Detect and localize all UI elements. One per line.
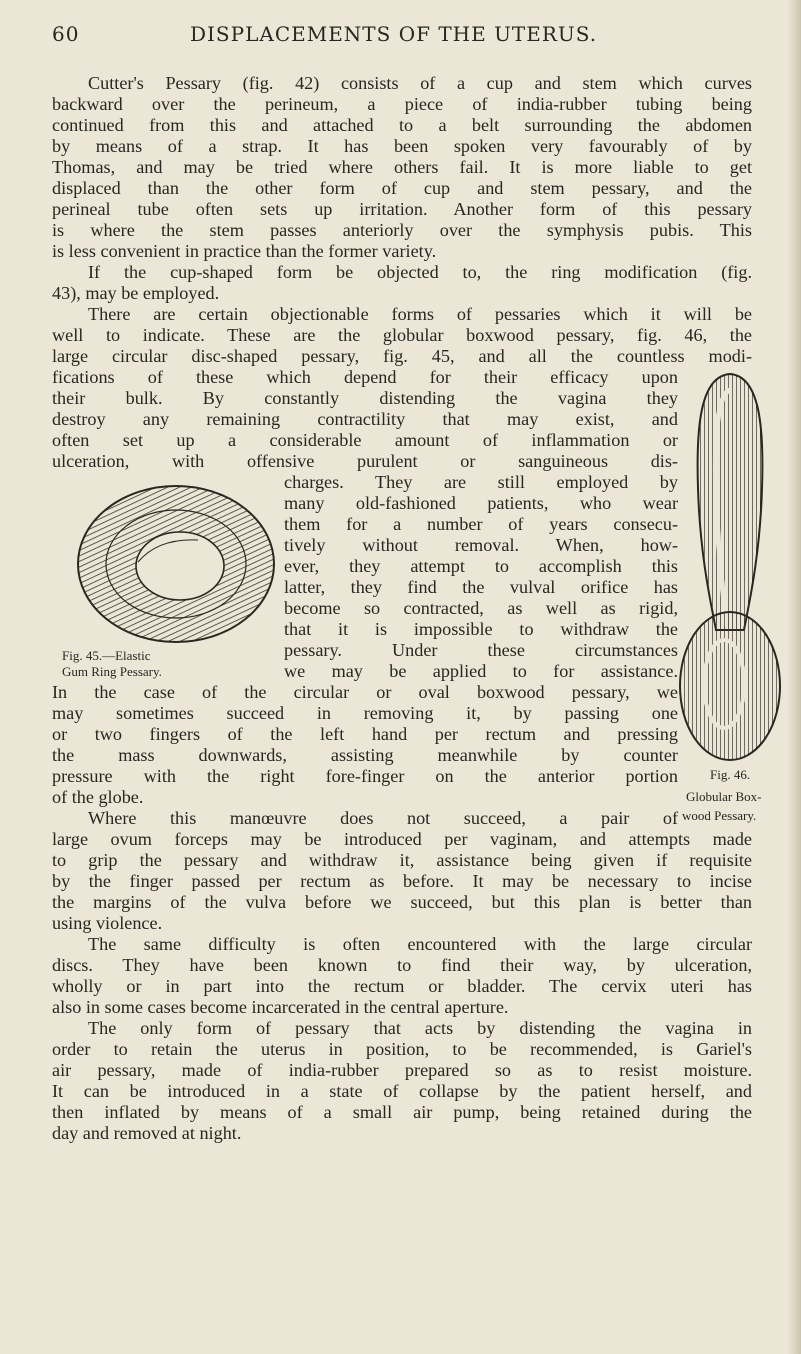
- text-line: tively without removal. When, how-: [284, 535, 678, 555]
- text-line: often set up a considerable amount of inflammation or: [52, 430, 678, 450]
- text-line: wholly or in part into the rectum or bladder. The cervix uteri has: [52, 976, 752, 996]
- text-line: continued from this and attached to a belt surrounding the abdomen: [52, 115, 752, 135]
- text-line: the mass downwards, assisting meanwhile by counter: [52, 745, 678, 765]
- text-line: we may be applied to for assistance.: [284, 661, 678, 681]
- text-line: their bulk. By constantly distending the vagina they: [52, 388, 678, 408]
- text-line: well to indicate. These are the globular boxwood pessary, fig. 46, the: [52, 325, 752, 345]
- text-line: perineal tube often sets up irritation. Another form of this pessary: [52, 199, 752, 219]
- text-line: is less convenient in practice than the former variety.: [52, 241, 437, 261]
- text-line: to grip the pessary and withdraw it, assistance being given if requisite: [52, 850, 752, 870]
- page-edge: [787, 0, 801, 1354]
- text-line: may sometimes succeed in removing it, by passing one: [52, 703, 678, 723]
- text-line: large ovum forceps may be introduced per vaginam, and attempts made: [52, 829, 752, 849]
- text-line: that it is impossible to withdraw the: [284, 619, 678, 639]
- figure-45-caption-line: Gum Ring Pessary.: [62, 664, 162, 679]
- text-line: of the globe.: [52, 787, 144, 807]
- text-line: become so contracted, as well as rigid,: [284, 598, 678, 618]
- text-line: In the case of the circular or oval boxwood pessary, we: [52, 682, 678, 702]
- text-line: large circular disc-shaped pessary, fig. 45, and all the countless modi-: [52, 346, 752, 366]
- text-line: If the cup-shaped form be objected to, the ring modification (fig.: [88, 262, 752, 282]
- text-line: destroy any remaining contractility that may exist, and: [52, 409, 678, 429]
- text-line: displaced than the other form of cup and stem pessary, and the: [52, 178, 752, 198]
- text-line: backward over the perineum, a piece of india-rubber tubing being: [52, 94, 752, 114]
- text-line: air pessary, made of india-rubber prepared so as to resist moisture.: [52, 1060, 752, 1080]
- text-line: latter, they find the vulval orifice has: [284, 577, 678, 597]
- text-line: pessary. Under these circumstances: [284, 640, 678, 660]
- text-line: order to retain the uterus in position, to be recommended, is Gariel's: [52, 1039, 752, 1059]
- text-line: Where this manœuvre does not succeed, a pair of: [88, 808, 678, 828]
- figure-46-caption-line: Fig. 46.: [710, 767, 751, 782]
- text-line: or two fingers of the left hand per rectum and pressing: [52, 724, 678, 744]
- text-line: many old-fashioned patients, who wear: [284, 493, 678, 513]
- text-line: pressure with the right fore-finger on the anterior portion: [52, 766, 678, 786]
- figure-46-caption-line: Globular Box-: [686, 789, 762, 804]
- text-line: 43), may be employed.: [52, 283, 220, 303]
- text-line: by the finger passed per rectum as before. It may be necessary to incise: [52, 871, 752, 891]
- text-line: charges. They are still employed by: [284, 472, 678, 492]
- figure-46-caption-line: wood Pessary.: [682, 808, 757, 823]
- text-line: the margins of the vulva before we succeed, but this plan is better than: [52, 892, 752, 912]
- text-line: also in some cases become incarcerated in the central aperture.: [52, 997, 509, 1017]
- text-line: discs. They have been known to find their way, by ulceration,: [52, 955, 752, 975]
- text-line: The only form of pessary that acts by distending the vagina in: [88, 1018, 752, 1038]
- text-line: using violence.: [52, 913, 163, 933]
- text-line: It can be introduced in a state of collapse by the patient herself, and: [52, 1081, 752, 1101]
- text-line: Cutter's Pessary (fig. 42) consists of a cup and stem which curves: [88, 73, 752, 93]
- text-line: The same difficulty is often encountered with the large circular: [88, 934, 752, 954]
- figure-45-caption-line: Fig. 45.—Elastic: [62, 648, 151, 663]
- text-line: ever, they attempt to accomplish this: [284, 556, 678, 576]
- text-line: There are certain objectionable forms of pessaries which it will be: [88, 304, 752, 324]
- text-line: them for a number of years consecu-: [284, 514, 678, 534]
- text-line: then inflated by means of a small air pump, being retained during the: [52, 1102, 752, 1122]
- text-line: fications of these which depend for their efficacy upon: [52, 367, 678, 387]
- text-line: day and removed at night.: [52, 1123, 242, 1143]
- text-line: is where the stem passes anteriorly over the symphysis pubis. This: [52, 220, 752, 240]
- page-number: 60: [52, 22, 80, 46]
- text-line: ulceration, with offensive purulent or sanguineous dis-: [52, 451, 678, 471]
- figure-45-ring-pessary: [68, 478, 284, 652]
- figure-46-globular-pessary: [676, 368, 784, 764]
- text-line: Thomas, and may be tried where others fail. It is more liable to get: [52, 157, 752, 177]
- page-header: [52, 22, 752, 50]
- running-title: DISPLACEMENTS OF THE UTERUS.: [190, 22, 598, 46]
- text-line: by means of a strap. It has been spoken very favourably of by: [52, 136, 752, 156]
